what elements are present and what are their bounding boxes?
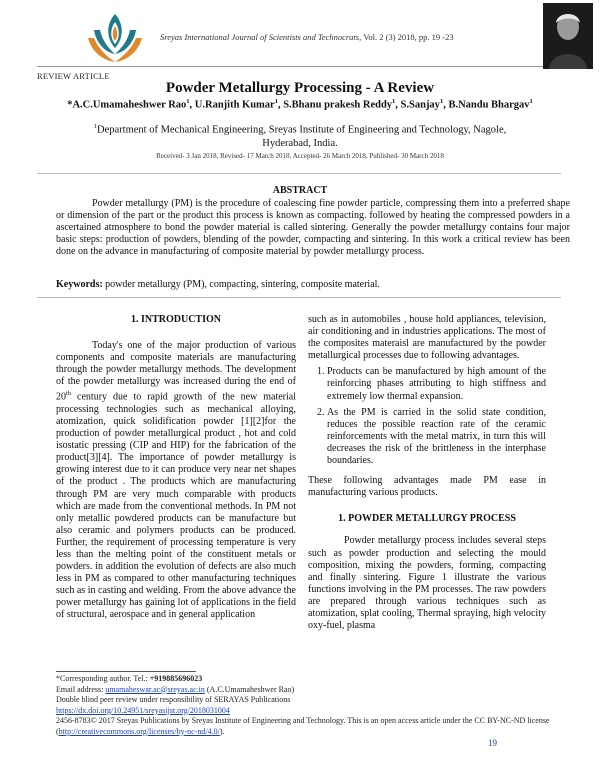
author-affil-mark: 1 bbox=[392, 98, 396, 105]
author-affil-mark: 1 bbox=[439, 98, 444, 105]
phone-number: +919885696023 bbox=[149, 674, 203, 683]
abstract-heading: ABSTRACT bbox=[272, 185, 328, 196]
corresponding-author: *Corresponding author. Tel.: +919885696023 bbox=[56, 674, 203, 683]
author: U.Ranjith Kumar bbox=[194, 99, 275, 111]
section-heading-introduction: 1. INTRODUCTION bbox=[130, 314, 221, 325]
advantages-list bbox=[308, 366, 546, 467]
paper-title: Powder Metallurgy Processing - A Review bbox=[165, 80, 435, 96]
author-affil-mark: 1 bbox=[274, 98, 278, 105]
list-item: 2. As the PM is carried in the solid state condition, reduces the possible reaction rate of the ceramic reinforcements with the metal matrix, in turn this will decreases the risk of the brittleness in the interphase boundaries. bbox=[327, 407, 546, 467]
author: S.Sanjay bbox=[400, 99, 440, 111]
intro-paragraph: Today's one of the major production of various components and composite materials are manufacturing through the powder metallurgy methods. The development of the powder metallurgy was increased during the end of 20th century due to rapid growth of the new material processing technologies such as mechanical alloying, atomization, quick solidification powder [1][2]for the production of powder metallurgical product , hot and cold isostatic pressing (CIP and HIP) for the fabrication of the product[3][4]. The importance of powder metallurgy is growing interest due to it can produce very near net shapes of the product . The products which are manufacturing through PM are very much comparable with products which are made from the conventional methods. In PM not only metallic powdered products can be manufacture but also ceramic and polymers products can be produced. Further, the requirement of processing temperature is very less than the melting point of the constituent metals or powders. in addition the evolution of defects are also much less in PM as compared to other manufacturing techniques such as in casting and welding. From the above advance the power metallurgy has gaining lot of applications in the field of structural, aerospace and in general application bbox=[56, 340, 296, 621]
column-left bbox=[56, 314, 296, 622]
intro-paragraph-continued: such as in automobiles , house hold appliances, television, air conditioning and in industries applications. The most of the composites materaisl are manufactured by the powder metallurgical processes due to following advantages. bbox=[308, 314, 546, 362]
footnote-divider bbox=[56, 671, 196, 672]
footnote bbox=[56, 674, 556, 737]
author: B.Nandu Bhargav bbox=[448, 99, 530, 111]
journal-header bbox=[160, 32, 454, 42]
affil-mark: 1 bbox=[93, 123, 98, 130]
author: S.Bhanu prakesh Reddy bbox=[283, 99, 393, 111]
email-line: Email address: umamaheswar.ac@sreyas.ac.in (A.C.Umamaheshwer Rao) bbox=[56, 684, 295, 694]
author-affil-mark: 1 bbox=[186, 98, 190, 105]
list-item: 1. Products can be manufactured by high amount of the reinforcing phases attributing to high stiffness and extremely low thermal expansion. bbox=[327, 366, 546, 402]
keywords-text: powder metallurgy (PM), compacting, sintering, composite material. bbox=[102, 279, 380, 290]
review-note: Double blind peer review under responsibility of SERAYAS Publications bbox=[56, 695, 291, 704]
journal-name: Sreyas International Journal of Scientists and Technocrats, bbox=[160, 32, 362, 42]
license-link[interactable]: http://creativecommons.org/licenses/by-nc-nd/4.0/ bbox=[58, 726, 220, 736]
keywords bbox=[56, 279, 570, 291]
affiliation-text: Department of Mechanical Engineering, Sreyas Institute of Engineering and Technology, Nagole, Hyderabad, India. bbox=[97, 124, 507, 149]
volume-info: Vol. 2 (3) 2018, pp. 19 -23 bbox=[363, 32, 454, 42]
intro-closing-paragraph: These following advantages made PM ease in manufacturing various products. bbox=[308, 475, 546, 499]
copyright-notice: 2456-8783© 2017 Sreyas Publications by Sreyas Institute of Engineering and Technology. This is an open access article under the CC BY-NC-ND license (http://creativecommons.org/licenses/by-nc-nd/4.0/). bbox=[56, 716, 550, 736]
abstract-text: Powder metallurgy (PM) is the procedure of coalescing fine powder particle, compressing them into a preferred shape or dimension of the part or the product this process is known as compacting. followed by heating the compressed powders in a ascertained atmosphere to bond the powder material is called sintering. Generally the powder metallurgy contains four major basic steps: production of powders, blending of the powder, compacting and sintering. In this work a critical review has been done on the advance in manufacturing of composite material by powder metallurgy process. bbox=[56, 198, 570, 257]
sreyas-logo-icon bbox=[84, 8, 146, 70]
pm-process-paragraph: Powder metallurgy process includes several steps such as powder production and selecting the mould composition, mixing the powders, forming, compacting and finally sintering. Figure 1 illustrate the various functions involving in the PM processes. The raw powders are prepared through various techniques such as atomization, splat cooling, Thermal spraying, high velocity oxy-fuel, plasma bbox=[308, 535, 546, 632]
publication-dates: Received- 3 Jan 2018, Revised- 17 March 2018, Accepted- 26 March 2018, Published- 30 March 2018 bbox=[156, 152, 444, 160]
affiliation bbox=[80, 120, 520, 150]
section-heading-pm-process: 1. POWDER METALLURGY PROCESS bbox=[338, 513, 516, 525]
page-number: 19 bbox=[488, 738, 497, 748]
author-portrait bbox=[543, 3, 593, 69]
author-list: *A.C.Umamaheshwer Rao$^1$, U.Ranjith Kumar$^1$, S.Bhanu prakesh Reddy$^1$, S.Sanjay$^1$, B.Nandu Bhargav$^1$ bbox=[67, 98, 533, 111]
doi-link[interactable]: https://dx.doi.org/10.24951/sreyasijst.org/2018031004 bbox=[56, 705, 230, 715]
header-divider bbox=[37, 66, 543, 67]
article-type: REVIEW ARTICLE bbox=[37, 71, 110, 81]
keywords-label: Keywords: bbox=[56, 279, 103, 290]
abstract-divider-top bbox=[37, 173, 561, 174]
abstract-divider-bottom bbox=[37, 297, 561, 298]
email-link[interactable]: umamaheswar.ac@sreyas.ac.in bbox=[105, 684, 205, 694]
author: *A.C.Umamaheshwer Rao bbox=[67, 99, 187, 111]
column-right bbox=[308, 314, 546, 632]
author-affil-mark: 1 bbox=[529, 98, 533, 105]
